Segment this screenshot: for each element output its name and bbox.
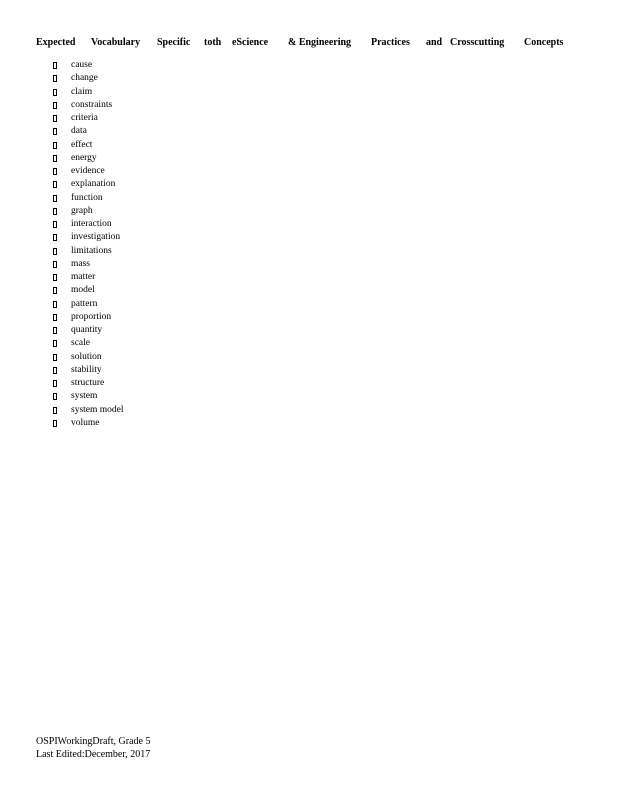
bullet-box-icon (53, 89, 57, 96)
vocabulary-term: mass (71, 258, 90, 269)
vocabulary-term: scale (71, 338, 90, 349)
vocabulary-term: criteria (71, 113, 98, 124)
vocabulary-item (53, 152, 124, 165)
vocabulary-item (53, 192, 124, 205)
vocabulary-item (53, 364, 124, 377)
bullet-box-icon (53, 420, 57, 427)
vocabulary-item (53, 99, 124, 112)
vocabulary-item (53, 59, 124, 72)
footer-draft-label: OSPIWorkingDraft, Grade 5 (36, 736, 151, 747)
bullet-box-icon (53, 367, 57, 374)
vocabulary-term: effect (71, 139, 93, 150)
vocabulary-item (53, 112, 124, 125)
vocabulary-item (53, 351, 124, 364)
vocabulary-term: constraints (71, 99, 113, 110)
heading-word-concepts: Concepts (524, 37, 564, 48)
page-heading (36, 36, 606, 50)
bullet-box-icon (53, 142, 57, 149)
vocabulary-item (53, 245, 124, 258)
bullet-box-icon (53, 75, 57, 82)
bullet-box-icon (53, 340, 57, 347)
vocabulary-item (53, 139, 124, 152)
vocabulary-item (53, 284, 124, 297)
bullet-box-icon (53, 128, 57, 135)
vocabulary-item (53, 390, 124, 403)
vocabulary-term: system (71, 391, 98, 402)
bullet-box-icon (53, 155, 57, 162)
vocabulary-term: quantity (71, 325, 103, 336)
vocabulary-term: model (71, 285, 95, 296)
vocabulary-term: volume (71, 417, 100, 428)
heading-word-and: and (426, 37, 443, 48)
vocabulary-term: solution (71, 351, 102, 362)
vocabulary-term: cause (71, 60, 93, 71)
heading-word-toth: toth (204, 37, 222, 48)
vocabulary-item (53, 218, 124, 231)
vocabulary-item (53, 231, 124, 244)
heading-word-engineering: & Engineering (288, 37, 352, 48)
bullet-box-icon (53, 274, 57, 281)
vocabulary-item (53, 72, 124, 85)
bullet-box-icon (53, 407, 57, 414)
vocabulary-term: explanation (71, 179, 116, 190)
vocabulary-term: function (71, 192, 103, 203)
bullet-box-icon (53, 115, 57, 122)
vocabulary-item (53, 178, 124, 191)
vocabulary-term: investigation (71, 232, 121, 243)
vocabulary-item (53, 258, 124, 271)
vocabulary-term: structure (71, 378, 105, 389)
vocabulary-item (53, 205, 124, 218)
vocabulary-term: proportion (71, 311, 112, 322)
vocabulary-item (53, 377, 124, 390)
vocabulary-item (53, 125, 124, 138)
vocabulary-term: claim (71, 86, 93, 97)
bullet-box-icon (53, 62, 57, 69)
page-footer (36, 735, 150, 761)
heading-word-specific: Specific (157, 37, 191, 48)
vocabulary-term: change (71, 73, 98, 84)
heading-word-practices: Practices (371, 37, 410, 48)
vocabulary-term: evidence (71, 166, 105, 177)
vocabulary-term: energy (71, 152, 97, 163)
vocabulary-item (53, 86, 124, 99)
bullet-box-icon (53, 221, 57, 228)
vocabulary-item (53, 311, 124, 324)
bullet-box-icon (53, 195, 57, 202)
bullet-box-icon (53, 234, 57, 241)
vocabulary-item (53, 165, 124, 178)
vocabulary-term: interaction (71, 219, 112, 230)
heading-word-crosscutting: Crosscutting (450, 37, 505, 48)
vocabulary-item (53, 324, 124, 337)
bullet-box-icon (53, 354, 57, 361)
vocabulary-list (53, 59, 124, 430)
bullet-box-icon (53, 380, 57, 387)
vocabulary-term: matter (71, 272, 96, 283)
vocabulary-item (53, 271, 124, 284)
vocabulary-item (53, 417, 124, 430)
bullet-box-icon (53, 168, 57, 175)
bullet-box-icon (53, 393, 57, 400)
vocabulary-item (53, 298, 124, 311)
bullet-box-icon (53, 314, 57, 321)
bullet-box-icon (53, 261, 57, 268)
bullet-box-icon (53, 208, 57, 215)
bullet-box-icon (53, 248, 57, 255)
vocabulary-term: system model (71, 404, 124, 415)
footer-last-edited: Last Edited:December, 2017 (36, 749, 151, 760)
heading-word-vocabulary: Vocabulary (91, 37, 141, 48)
vocabulary-term: limitations (71, 245, 112, 256)
bullet-box-icon (53, 102, 57, 109)
vocabulary-item (53, 337, 124, 350)
bullet-box-icon (53, 301, 57, 308)
vocabulary-item (53, 404, 124, 417)
bullet-box-icon (53, 327, 57, 334)
heading-word-expected: Expected (36, 37, 76, 48)
vocabulary-term: stability (71, 364, 102, 375)
bullet-box-icon (53, 181, 57, 188)
vocabulary-term: data (71, 126, 87, 137)
bullet-box-icon (53, 287, 57, 294)
heading-word-escience: eScience (232, 37, 269, 48)
vocabulary-term: graph (71, 205, 93, 216)
vocabulary-term: pattern (71, 298, 98, 309)
